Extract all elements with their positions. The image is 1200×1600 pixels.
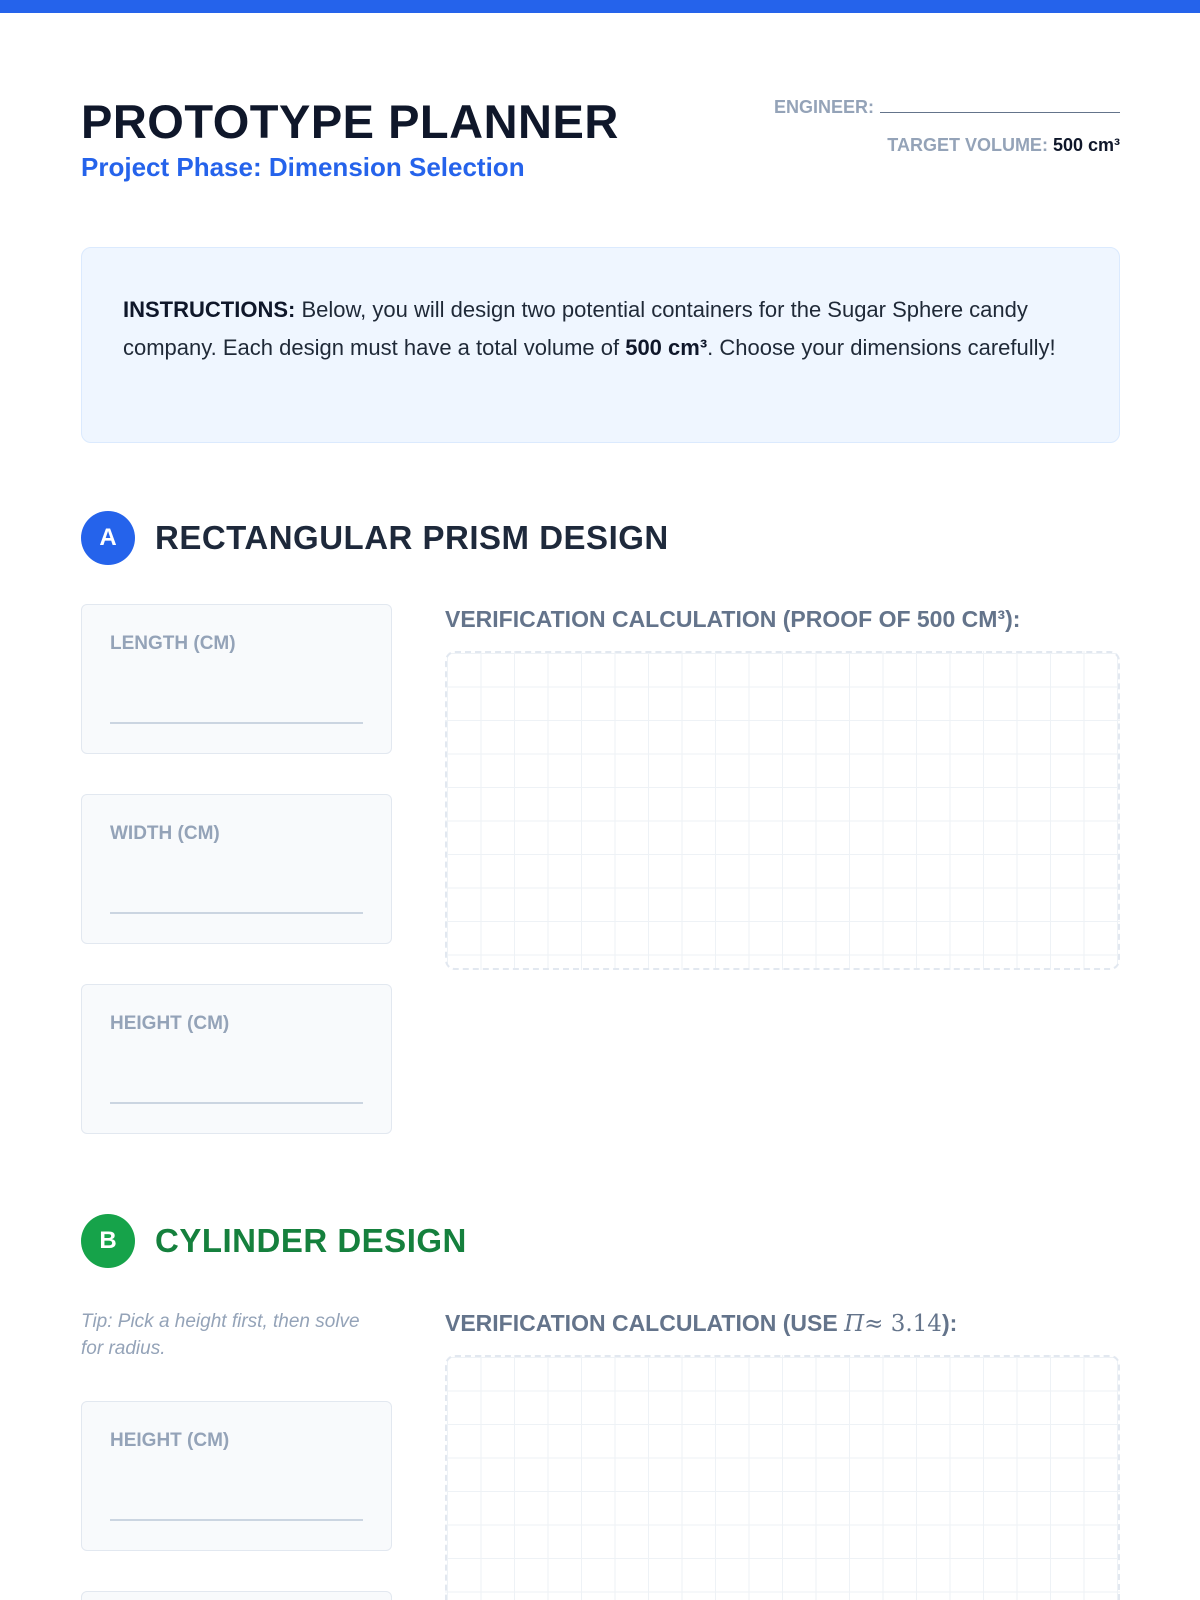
section-a-calc-label: VERIFICATION CALCULATION (PROOF OF 500 CM³): — [445, 606, 1021, 632]
cylinder-next-field[interactable] — [81, 1591, 392, 1600]
instructions-body-1: Below, you will design two potential containers for the Sugar Sphere candy company. Each design must have a total volume of — [123, 297, 1028, 360]
prism-height-label: HEIGHT (CM) — [110, 1013, 230, 1034]
section-b-title: CYLINDER DESIGN — [155, 1222, 467, 1259]
target-volume-row — [774, 135, 1120, 155]
header-meta — [774, 95, 1120, 155]
section-b-header — [81, 1214, 467, 1268]
prism-height-input-line[interactable] — [110, 1102, 363, 1104]
page-title: PROTOTYPE PLANNER — [81, 95, 619, 148]
section-b-calc-prefix: VERIFICATION CALCULATION (USE — [445, 1310, 845, 1336]
section-b-calc-label — [445, 1310, 957, 1337]
instructions-body-2: . Choose your dimensions carefully! — [707, 335, 1056, 360]
width-input-line[interactable] — [110, 912, 363, 914]
instructions-text — [123, 291, 1079, 367]
section-a-title: RECTANGULAR PRISM DESIGN — [155, 519, 669, 556]
section-b-calc-suffix: ): — [941, 1310, 958, 1336]
instructions-panel — [81, 247, 1120, 443]
prism-height-field[interactable] — [81, 984, 392, 1134]
target-volume-label: TARGET VOLUME: — [887, 135, 1048, 155]
pi-symbol: Π — [844, 1311, 865, 1337]
page-subtitle: Project Phase: Dimension Selection — [81, 152, 525, 182]
section-a-header — [81, 511, 669, 565]
length-label: LENGTH (CM) — [110, 633, 236, 654]
cylinder-height-field[interactable] — [81, 1401, 392, 1551]
length-field[interactable] — [81, 604, 392, 754]
instructions-volume: 500 cm³ — [625, 335, 708, 360]
section-a-badge: A — [81, 511, 135, 565]
cylinder-height-label: HEIGHT (CM) — [110, 1430, 230, 1451]
engineer-name-field[interactable] — [880, 95, 1120, 113]
cylinder-height-input-line[interactable] — [110, 1519, 363, 1521]
length-input-line[interactable] — [110, 722, 363, 724]
section-b-tip: Tip: Pick a height first, then solve for radius. — [81, 1311, 360, 1359]
width-label: WIDTH (CM) — [110, 823, 220, 844]
top-accent-bar — [0, 0, 1200, 13]
width-field[interactable] — [81, 794, 392, 944]
pi-approx-value: ≈ 3.14 — [864, 1311, 942, 1337]
section-b-badge: B — [81, 1214, 135, 1268]
instructions-lead: INSTRUCTIONS: — [123, 297, 296, 322]
pi-approx-math — [844, 1311, 942, 1337]
section-b-calc-grid[interactable] — [445, 1355, 1120, 1600]
section-a-calc-grid[interactable] — [445, 651, 1120, 970]
page-header — [81, 95, 1120, 195]
engineer-row — [774, 95, 1120, 115]
target-volume-value: 500 cm³ — [1052, 135, 1120, 155]
engineer-label: ENGINEER: — [773, 97, 874, 117]
